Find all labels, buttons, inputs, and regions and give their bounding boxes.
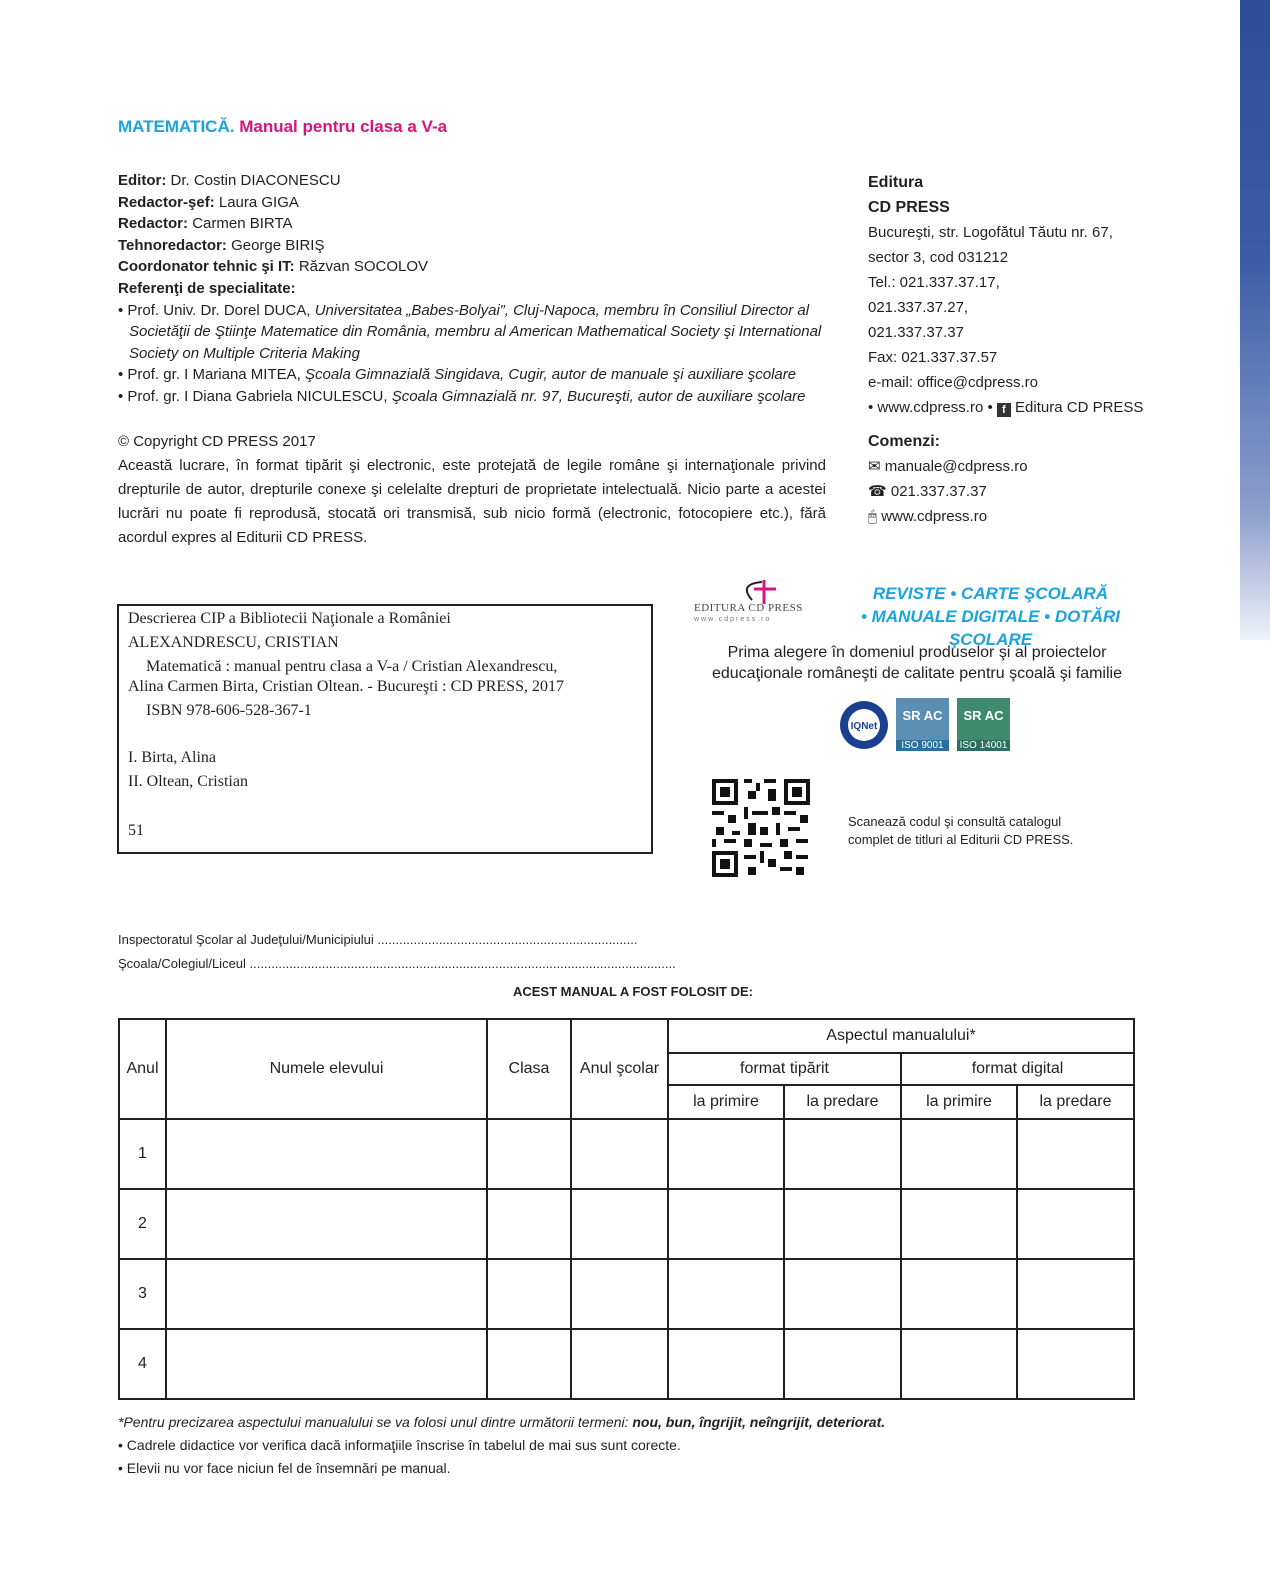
phone-icon: ☎	[868, 483, 887, 500]
chief-editor-label: Redactor-şef:	[118, 193, 215, 211]
cip-coauthors: Alina Carmen Birta, Cristian Oltean. - Bucureşti : CD PRESS, 2017	[128, 678, 564, 695]
publisher-phone: 021.337.37.27,	[868, 299, 969, 316]
orders-label: Comenzi:	[868, 433, 940, 450]
cell-school-year[interactable]	[571, 1119, 668, 1189]
footnote-condition-terms: *Pentru precizarea aspectului manualului se va folosi unul dintre următorii termeni: nou, bun, îngrijit, neîngrijit, deteriorat.	[118, 1414, 886, 1430]
logo-text: EDITURA CD PRESS	[694, 602, 803, 614]
cell-printed-returned[interactable]	[784, 1119, 901, 1189]
orders-email[interactable]: manuale@cdpress.ro	[884, 458, 1028, 475]
typesetter-name: George BIRIŞ	[231, 236, 325, 254]
cell-digital-returned[interactable]	[1017, 1119, 1134, 1189]
cell-digital-received[interactable]	[901, 1259, 1017, 1329]
cell-printed-returned[interactable]	[784, 1329, 901, 1399]
publisher-email[interactable]: e-mail: office@cdpress.ro	[868, 374, 1039, 391]
facebook-icon: f	[997, 403, 1011, 417]
col-header-returned: la predare	[784, 1085, 901, 1119]
cell-school-year[interactable]	[571, 1329, 668, 1399]
page-title	[118, 117, 447, 137]
cell-digital-received[interactable]	[901, 1189, 1017, 1259]
publisher-phone: 021.337.37.37	[868, 324, 964, 341]
title-subject: MATEMATICĂ.	[118, 117, 235, 136]
cip-box	[117, 604, 653, 854]
credits-block	[118, 170, 838, 408]
editor-label: Editor:	[118, 172, 167, 189]
cell-printed-received[interactable]	[668, 1189, 784, 1259]
copyright-text: Această lucrare, în format tipărit şi electronic, este protejată de legile române şi internaţionale privind drepturile de autor, drepturile conexe şi celelalte drepturi de proprietate intelectuală. Nicio parte a acestei lucrări nu poate fi reprodusă, stocată ori transmisă, sub nicio formă (electronic, fotocopiere etc.), fără acordul expres al Editurii CD PRESS.	[118, 457, 826, 546]
iqnet-badge	[838, 698, 890, 751]
cip-entry: I. Birta, Alina	[128, 749, 216, 766]
publisher-address-2: sector 3, cod 031212	[868, 249, 1009, 266]
cip-udc: 51	[128, 822, 144, 839]
footnote-students: • Elevii nu vor face niciun fel de însemnări pe manual.	[118, 1460, 451, 1476]
title-manual: Manual pentru clasa a V-a	[239, 117, 448, 136]
coordinator-label: Coordonator tehnic şi IT:	[118, 258, 295, 276]
cell-student[interactable]	[166, 1189, 487, 1259]
iso14001-badge: SR AC ISO 14001	[957, 698, 1010, 751]
envelope-icon: ✉	[868, 458, 881, 475]
publisher-fax: Fax: 021.337.37.57	[868, 349, 998, 366]
publisher-phone: Tel.: 021.337.37.17,	[868, 274, 1000, 291]
row-number: 4	[119, 1329, 166, 1399]
reviewer-item: • Prof. Univ. Dr. Dorel DUCA, Universitatea „Babes-Bolyai”, Cluj-Napoca, membru în Consiliul Director al Societăţii de Ştiinţe Matematice din România, membru al American Mathematical Society şi International Society on Multiple Criteria Making	[118, 301, 822, 362]
row-number: 3	[119, 1259, 166, 1329]
reviewers-label: Referenţi de specialitate:	[118, 279, 296, 297]
cip-author: ALEXANDRESCU, CRISTIAN	[128, 634, 339, 651]
cell-digital-returned[interactable]	[1017, 1329, 1134, 1399]
cip-title-line: Matematică : manual pentru clasa a V-a / Cristian Alexandrescu,	[146, 658, 558, 675]
logo-url: www.cdpress.ro	[694, 616, 772, 623]
table-row	[119, 1259, 1134, 1329]
inspectorate-field: Inspectoratul Şcolar al Judeţului/Municipiului ........................................................................	[118, 932, 638, 947]
brand-slogan: Prima alegere în domeniul produselor şi al proiectelor educaţionale româneşti de calitate pentru şcoală şi familie	[711, 644, 1122, 682]
qr-caption: Scanează codul şi consultă catalogul complet de titluri al Editurii CD PRESS.	[848, 814, 1074, 847]
col-header-digital: format digital	[901, 1053, 1134, 1085]
publisher-block	[868, 170, 1143, 529]
cell-student[interactable]	[166, 1329, 487, 1399]
cdpress-logo	[690, 580, 822, 624]
cell-digital-returned[interactable]	[1017, 1259, 1134, 1329]
col-header-class: Clasa	[487, 1019, 571, 1119]
redactor-name: Carmen BIRTA	[192, 215, 293, 233]
col-header-year: Anul	[119, 1019, 166, 1119]
cell-student[interactable]	[166, 1259, 487, 1329]
table-row	[119, 1189, 1134, 1259]
table-row	[119, 1329, 1134, 1399]
col-header-student: Numele elevului	[166, 1019, 487, 1119]
cell-printed-returned[interactable]	[784, 1259, 901, 1329]
publisher-address: Bucureşti, str. Logofătul Tăutu nr. 67,	[868, 224, 1113, 241]
logo-mark-icon	[690, 580, 822, 604]
cip-entry: II. Oltean, Cristian	[128, 773, 248, 790]
usage-table	[118, 1018, 1135, 1400]
redactor-label: Redactor:	[118, 215, 189, 233]
col-header-printed: format tipărit	[668, 1053, 901, 1085]
coordinator-name: Răzvan SOCOLOV	[298, 258, 429, 276]
cell-class[interactable]	[487, 1329, 571, 1399]
cell-digital-received[interactable]	[901, 1329, 1017, 1399]
row-number: 1	[119, 1119, 166, 1189]
footnotes	[118, 1411, 885, 1480]
cell-digital-received[interactable]	[901, 1119, 1017, 1189]
col-header-received: la primire	[901, 1085, 1017, 1119]
table-row	[119, 1119, 1134, 1189]
school-field: Şcoala/Colegiul/Liceul ......................................................................................................................	[118, 956, 676, 971]
col-header-condition: Aspectul manualului*	[668, 1019, 1134, 1053]
cell-printed-received[interactable]	[668, 1119, 784, 1189]
cell-class[interactable]	[487, 1119, 571, 1189]
publisher-website-link[interactable]: • www.cdpress.ro •	[868, 399, 993, 416]
cell-digital-returned[interactable]	[1017, 1189, 1134, 1259]
qr-code-icon[interactable]	[710, 777, 812, 879]
school-fields	[118, 928, 676, 976]
side-color-band	[1240, 0, 1270, 640]
footnote-teachers: • Cadrele didactice vor verifica dacă informaţiile înscrise în tabelul de mai sus sunt corecte.	[118, 1437, 681, 1453]
cell-printed-received[interactable]	[668, 1329, 784, 1399]
col-header-returned: la predare	[1017, 1085, 1134, 1119]
cell-printed-returned[interactable]	[784, 1189, 901, 1259]
cell-class[interactable]	[487, 1259, 571, 1329]
cip-heading: Descrierea CIP a Bibliotecii Naţionale a României	[128, 610, 451, 627]
editor-name: Dr. Costin DIACONESCU	[170, 172, 341, 189]
publisher-label: Editura	[868, 174, 924, 191]
cell-class[interactable]	[487, 1189, 571, 1259]
chief-editor-name: Laura GIGA	[218, 193, 299, 211]
reviewer-item: • Prof. gr. I Mariana MITEA, Şcoala Gimnazială Singidava, Cugir, autor de manuale şi auxiliare şcolare	[118, 366, 797, 384]
col-header-school-year: Anul şcolar	[571, 1019, 668, 1119]
cell-school-year[interactable]	[571, 1259, 668, 1329]
col-header-received: la primire	[668, 1085, 784, 1119]
copyright-block	[118, 430, 826, 550]
typesetter-label: Tehnoredactor:	[118, 236, 227, 254]
svg-text:IQNet: IQNet	[850, 721, 878, 732]
mouse-icon: 🖱	[868, 508, 878, 525]
copyright-line: © Copyright CD PRESS 2017	[118, 433, 316, 450]
cell-school-year[interactable]	[571, 1189, 668, 1259]
brand-tagline: REVISTE • CARTE ŞCOLARĂ • MANUALE DIGITALE • DOTĂRI ŞCOLARE	[860, 584, 1121, 649]
orders-phone: 021.337.37.37	[890, 483, 987, 500]
cell-student[interactable]	[166, 1119, 487, 1189]
usage-table-title: ACEST MANUAL A FOST FOLOSIT DE:	[512, 984, 753, 999]
reviewer-item: • Prof. gr. I Diana Gabriela NICULESCU, Şcoala Gimnazială nr. 97, Bucureşti, autor de auxiliare şcolare	[118, 387, 806, 405]
publisher-name: CD PRESS	[868, 199, 950, 216]
cip-isbn: ISBN 978-606-528-367-1	[146, 702, 312, 719]
iso9001-badge: SR AC ISO 9001	[896, 698, 949, 751]
row-number: 2	[119, 1189, 166, 1259]
orders-website[interactable]: www.cdpress.ro	[881, 508, 988, 525]
publisher-facebook-link[interactable]: Editura CD PRESS	[1015, 399, 1144, 416]
cell-printed-received[interactable]	[668, 1259, 784, 1329]
